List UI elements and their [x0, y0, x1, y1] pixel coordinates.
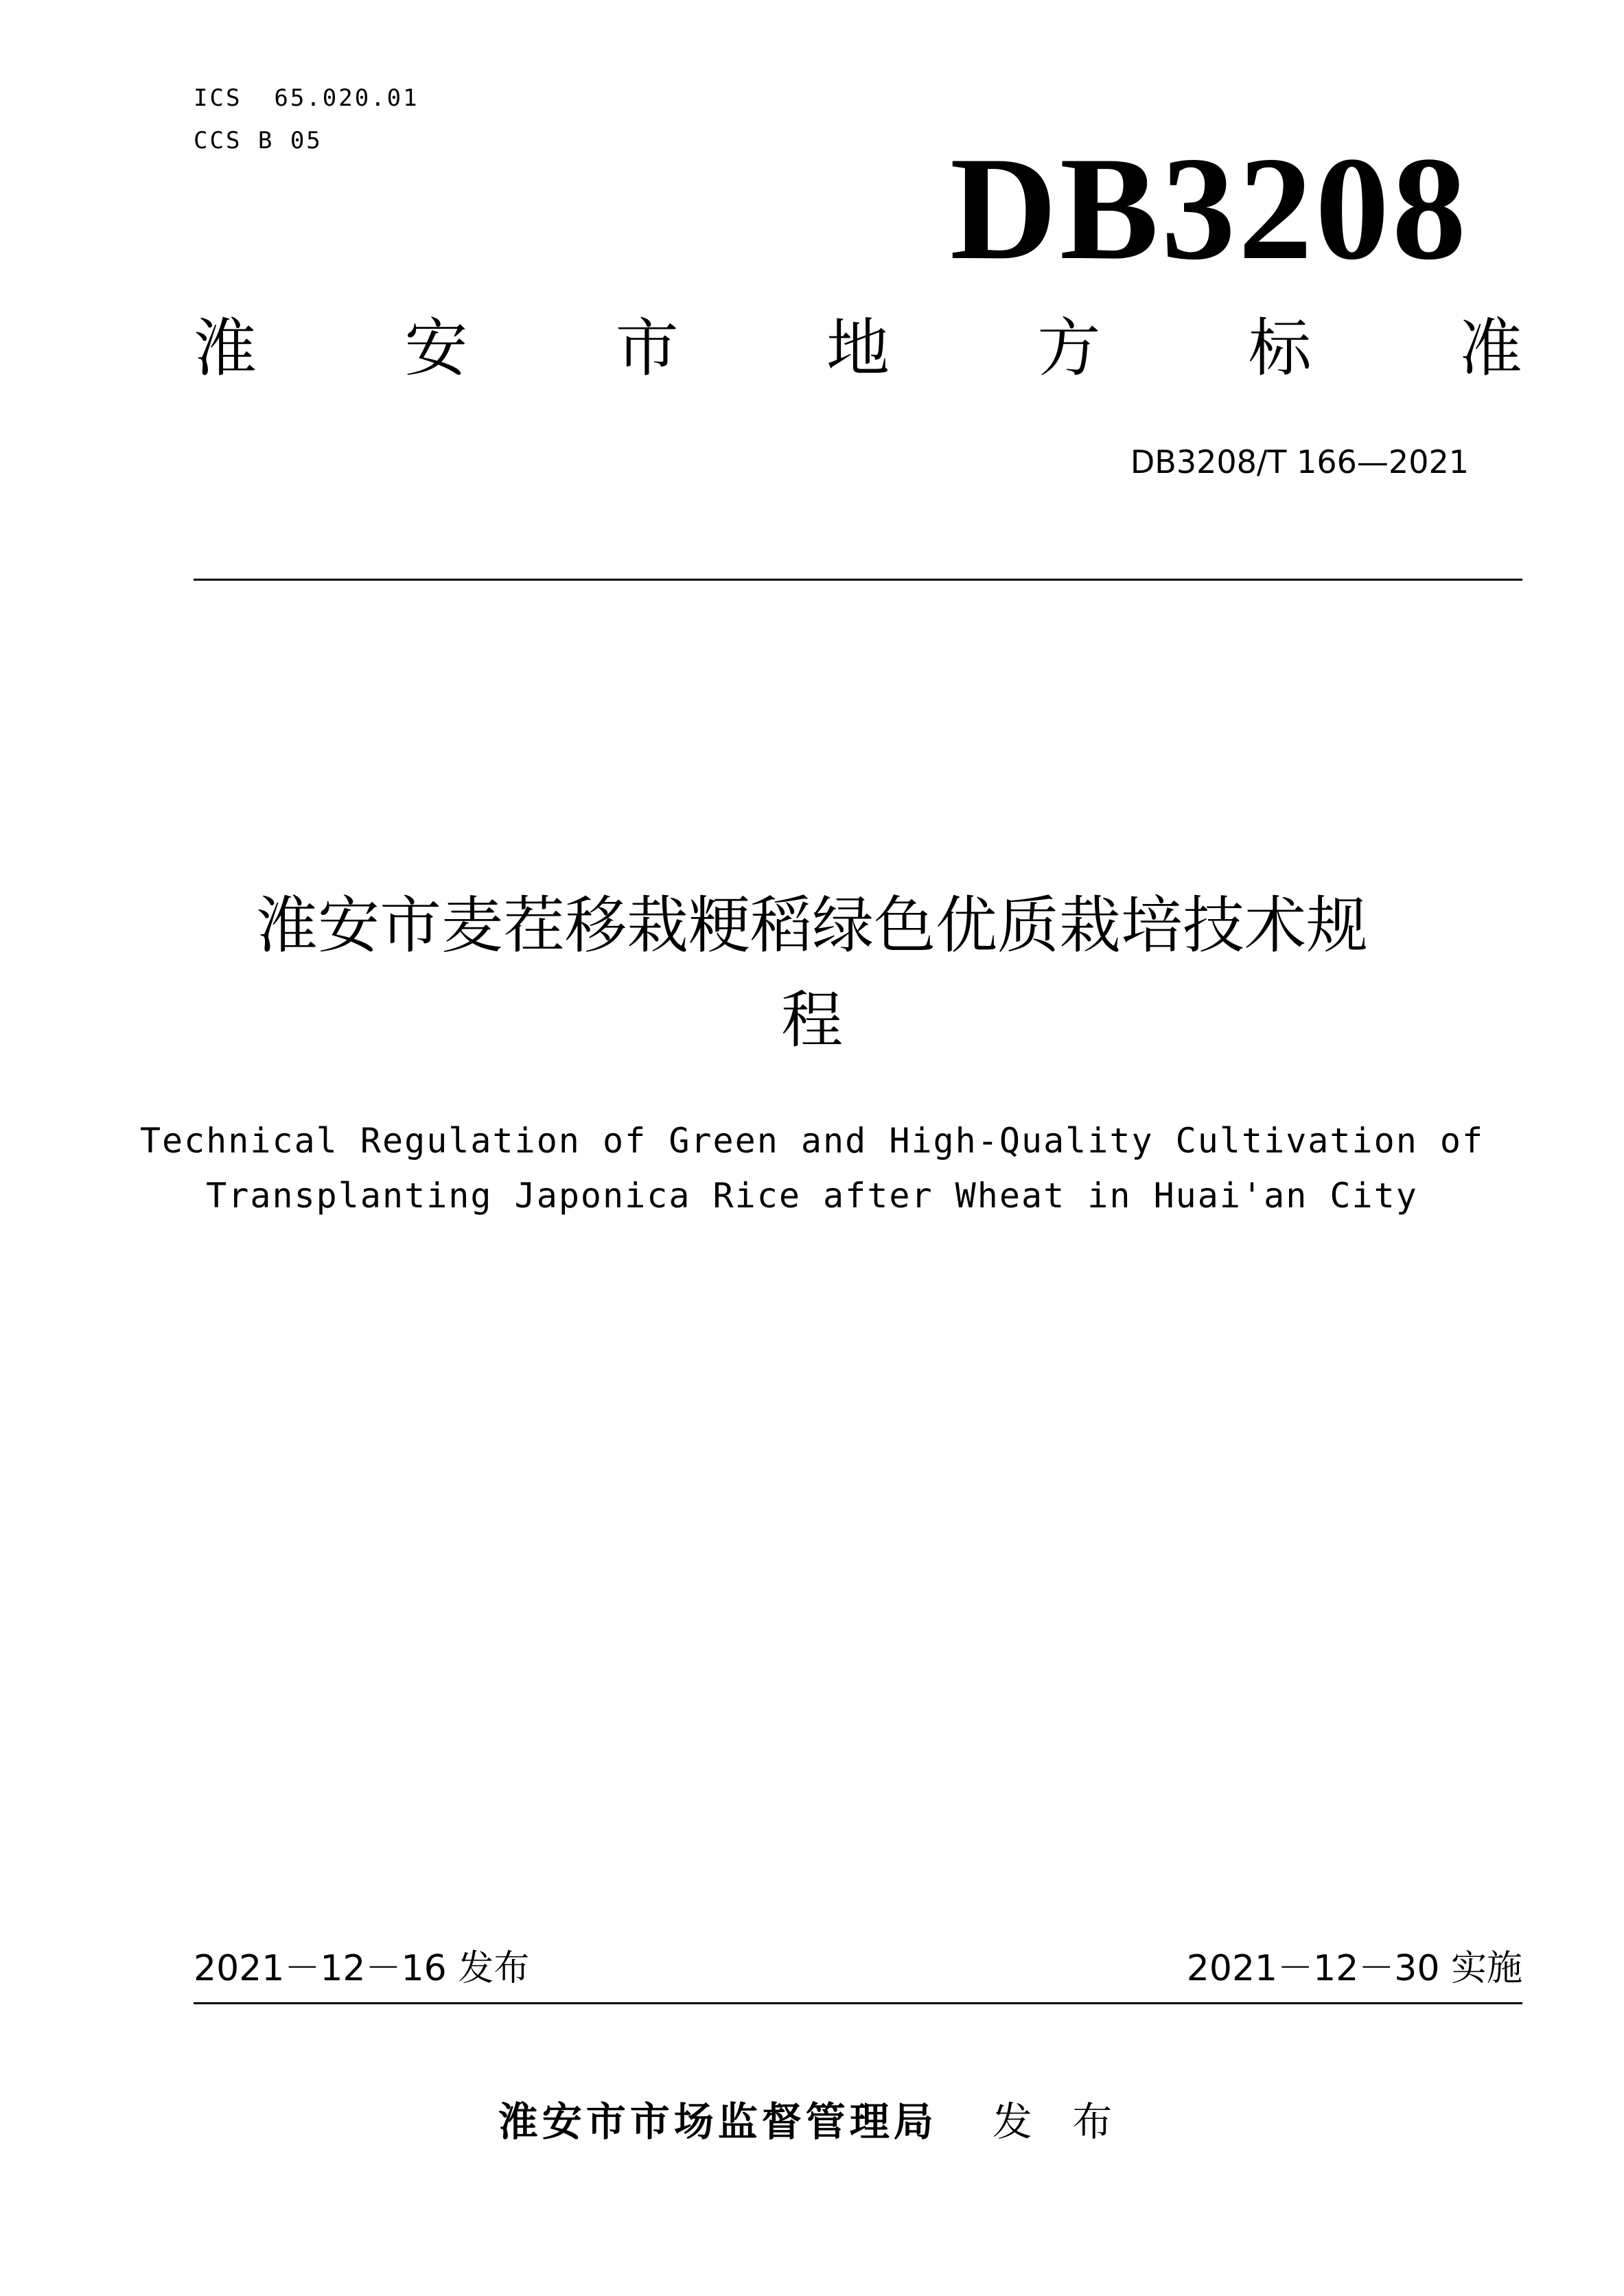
- title-english-line: Technical Regulation of Green and High-Quality Cultivation of: [139, 1121, 1485, 1161]
- ics-code: ICS 65.020.01: [194, 84, 419, 112]
- standard-type-char: 安: [404, 312, 468, 385]
- standard-type-char: 标: [1248, 312, 1312, 385]
- standard-brand-code: DB3208: [949, 126, 1469, 290]
- issue-date: 2021－12－16 发布: [194, 1948, 530, 1989]
- title-chinese: [137, 879, 1487, 1068]
- issuer-action: 发 布: [992, 2098, 1126, 2145]
- standard-number: DB3208/T 166—2021: [1130, 443, 1469, 480]
- implementation-date: 2021－12－30 实施: [1186, 1948, 1522, 1989]
- issuer-name: 淮安市市场监督管理局: [498, 2098, 938, 2145]
- standard-type-heading: [194, 312, 1522, 385]
- title-english-line: Transplanting Japonica Rice after Wheat in Huai'an City: [206, 1176, 1418, 1216]
- title-chinese-line: 程: [781, 984, 843, 1056]
- standard-type-char: 市: [615, 312, 679, 385]
- issuing-authority: [0, 2098, 1624, 2145]
- standard-type-char: 地: [826, 312, 890, 385]
- standard-type-char: 方: [1037, 312, 1101, 385]
- standard-type-char: 准: [1459, 312, 1522, 385]
- footer-divider: [194, 2002, 1522, 2004]
- title-english: [137, 1113, 1487, 1223]
- header-divider: [194, 579, 1522, 581]
- standard-type-char: 淮: [194, 312, 257, 385]
- title-chinese-line: 淮安市麦茬移栽粳稻绿色优质栽培技术规: [256, 890, 1368, 962]
- ccs-code: CCS B 05: [194, 127, 323, 154]
